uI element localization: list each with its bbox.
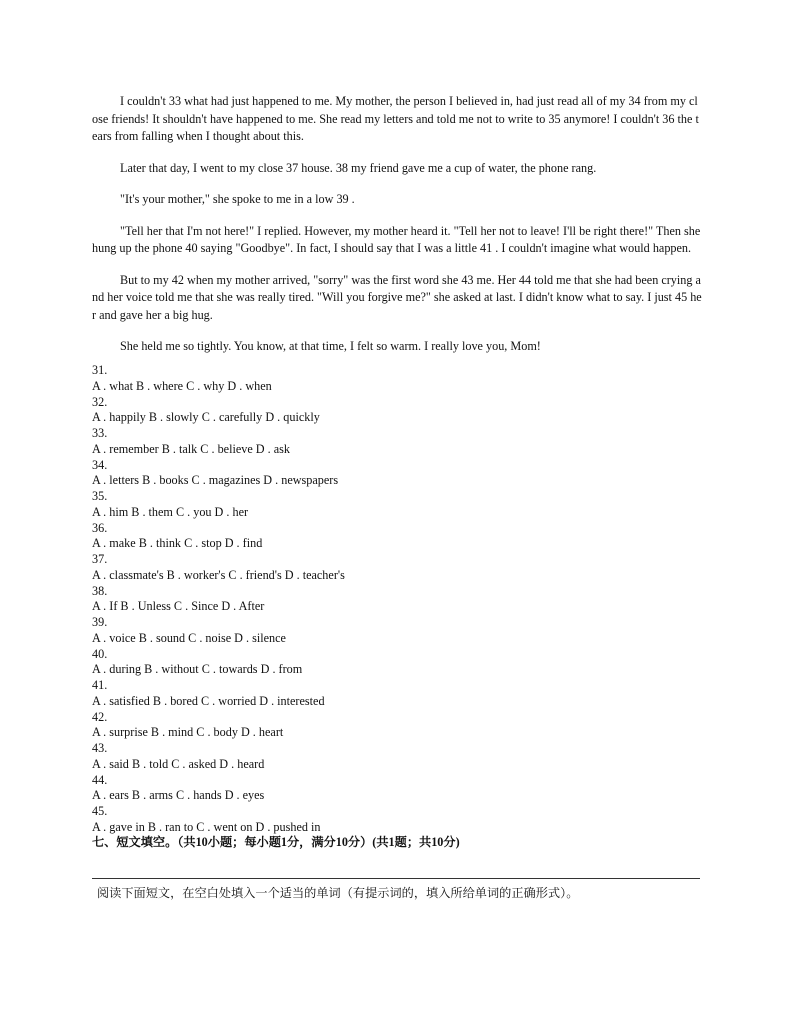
question-number: 42. (92, 709, 108, 724)
passage-paragraph: But to my 42 when my mother arrived, "sorry" was the first word she 43 me. Her 44 told me that she had been crying and her voice told me that she was really tired. "Will you forgive me?" she asked at last. I didn't know what to say. I just 45 her and gave her a big hug. (92, 272, 702, 322)
question-number: 32. (92, 394, 108, 409)
question-item (92, 741, 702, 773)
question-item (92, 521, 702, 553)
section-instruction: 阅读下面短文，在空白处填入一个适当的单词（有提示词的，填入所给单词的正确形式）。 (97, 886, 579, 900)
question-number: 31. (92, 363, 108, 377)
passage-paragraph: "Tell her that I'm not here!" I replied. However, my mother heard it. "Tell her not to leave! I'll be right there!" Then she hung up the phone 40 saying "Goodbye". In fact, I should say that I was a little 41 . I couldn't imagine what would happen. (92, 223, 701, 255)
question-item (92, 584, 702, 616)
question-options: A . ears B . arms C . hands D . eyes (92, 788, 265, 802)
question-number: 45. (92, 804, 108, 818)
question-options: A . happily B . slowly C . carefully D . quickly (92, 410, 320, 424)
question-options: A . gave in B . ran to C . went on D . pushed in (92, 819, 321, 834)
question-item (92, 395, 702, 427)
question-item (92, 804, 702, 836)
question-number: 39. (92, 615, 108, 629)
question-item (92, 615, 702, 647)
question-options: A . said B . told C . asked D . heard (92, 756, 265, 771)
question-number: 34. (92, 457, 108, 472)
question-item (92, 489, 702, 521)
divider-line (92, 878, 700, 879)
cloze-passage (92, 93, 702, 370)
question-options: A . what B . where C . why D . when (92, 378, 272, 393)
passage-paragraph: "It's your mother," she spoke to me in a low 39 . (120, 192, 355, 206)
question-item (92, 363, 702, 395)
passage-paragraph: I couldn't 33 what had just happened to me. My mother, the person I believed in, had just read all of my 34 from my close friends! It shouldn't have happened to me. She read my letters and told me not to write to 35 anymore! I couldn't 36 the tears from falling when I thought about this. (92, 94, 699, 143)
question-number: 41. (92, 678, 108, 692)
passage-paragraph: Later that day, I went to my close 37 house. 38 my friend gave me a cup of water, the phone rang. (120, 160, 597, 175)
question-number: 36. (92, 520, 108, 535)
question-options: A . satisfied B . bored C . worried D . interested (92, 693, 325, 708)
question-options: A . him B . them C . you D . her (92, 504, 249, 519)
question-number: 44. (92, 772, 108, 787)
question-options: A . make B . think C . stop D . find (92, 536, 263, 550)
question-number: 33. (92, 426, 108, 440)
section-title: 七、短文填空。（共10小题；每小题1分，满分10分）(共1题；共10分) (92, 835, 460, 849)
question-options: A . remember B . talk C . believe D . ask (92, 441, 290, 456)
question-options: A . classmate's B . worker's C . friend's D . teacher's (92, 567, 345, 582)
question-number: 40. (92, 646, 108, 661)
question-item (92, 710, 702, 742)
question-item (92, 773, 702, 805)
question-item (92, 647, 702, 679)
question-options: A . during B . without C . towards D . from (92, 662, 303, 676)
question-options: A . If B . Unless C . Since D . After (92, 599, 265, 613)
question-number: 43. (92, 741, 108, 755)
passage-paragraph: She held me so tightly. You know, at that time, I felt so warm. I really love you, Mom! (120, 339, 541, 353)
question-options: A . surprise B . mind C . body D . heart (92, 725, 284, 739)
question-item (92, 678, 702, 710)
question-item (92, 552, 702, 584)
question-options: A . letters B . books C . magazines D . newspapers (92, 473, 339, 487)
question-number: 35. (92, 489, 108, 503)
question-item (92, 426, 702, 458)
question-number: 38. (92, 583, 108, 598)
question-item (92, 458, 702, 490)
question-list (92, 363, 702, 836)
question-number: 37. (92, 552, 108, 566)
question-options: A . voice B . sound C . noise D . silence (92, 630, 286, 645)
